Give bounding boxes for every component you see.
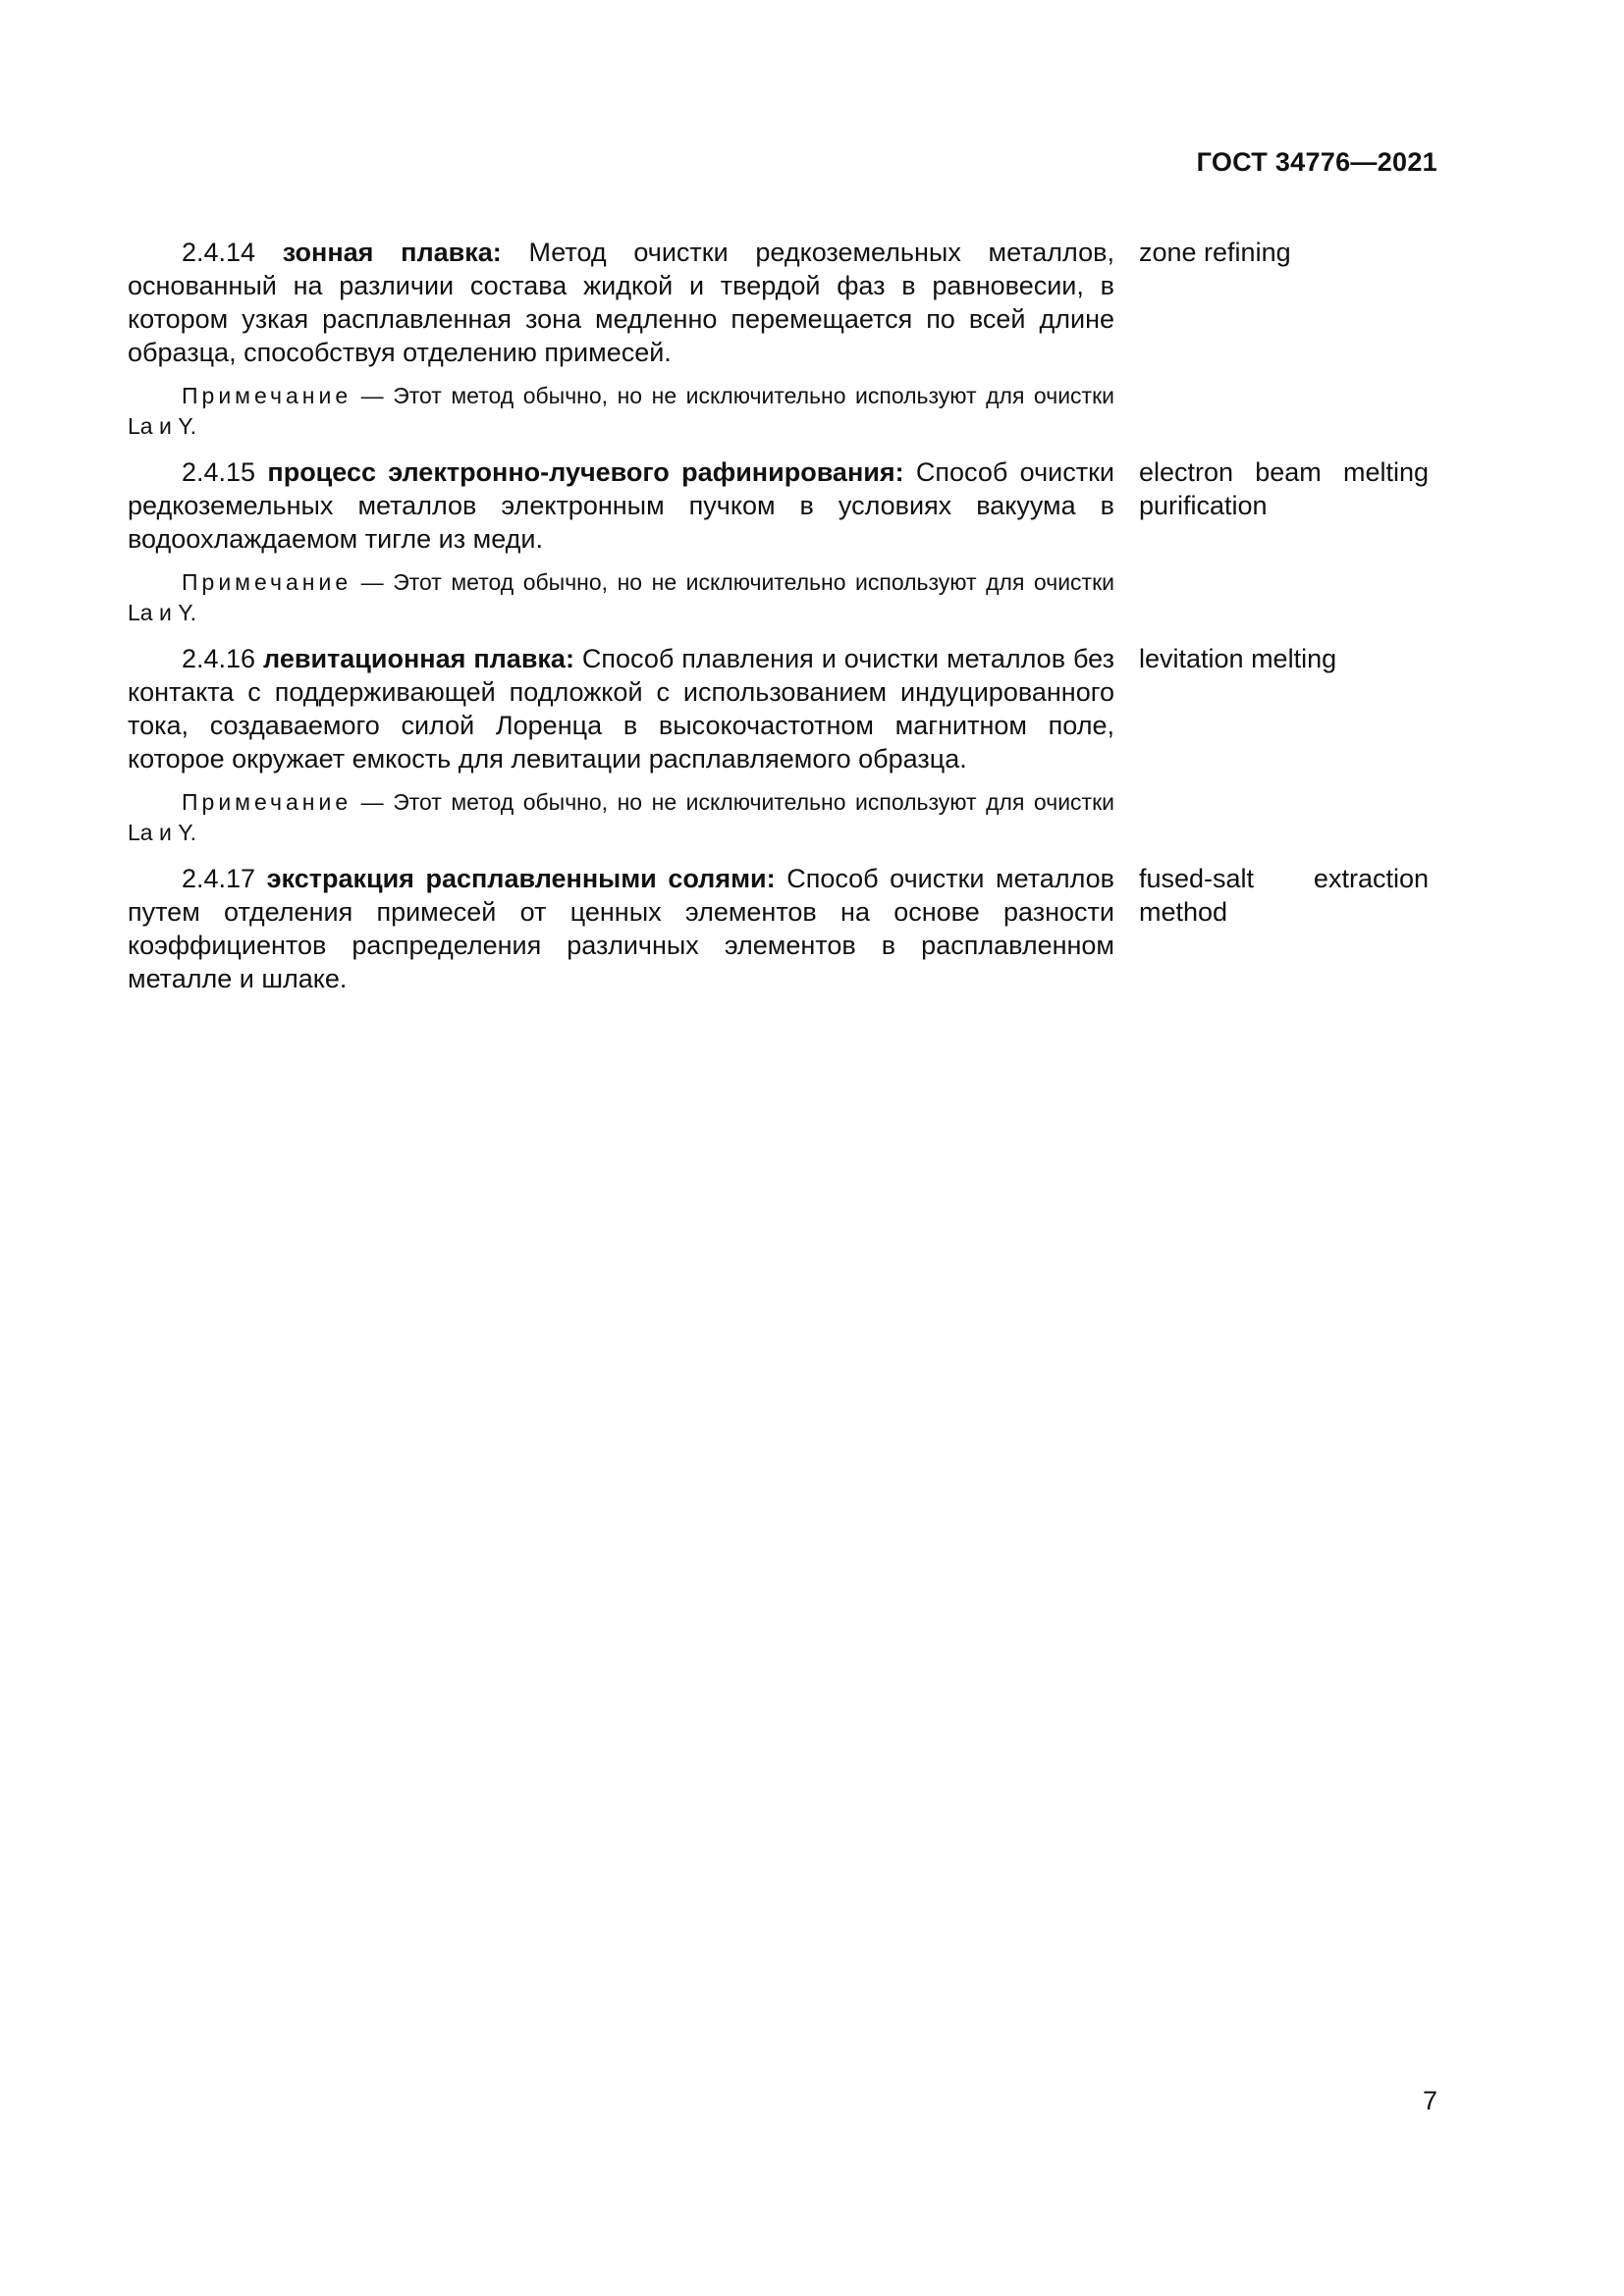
term-number: 2.4.15 <box>182 457 256 487</box>
term-name: процесс электронно-лучевого рафинирования: <box>267 457 904 487</box>
term-definition-text: Способ плавления и очистки металлов без контакта с поддерживающей подложкой с использованием индуцированного тока, создаваемого силой Лоренца в высокочастотном магнитном поле, которое окружает емкость для левитации расплавляемого образца. <box>128 644 1114 774</box>
term-definition-text: Метод очистки редкоземельных металлов, основанный на различии состава жидкой и твердой фаз в равновесии, в котором узкая расплавленная зона медленно перемещается по всей длине образца, способствуя отделению примесей. <box>128 238 1114 367</box>
term-entry-body <box>128 236 1114 442</box>
term-note <box>128 567 1114 628</box>
english-equivalent: fused-salt extraction method <box>1139 864 1429 927</box>
note-label: Примечание <box>182 789 352 815</box>
note-text: — Этот метод обычно, но не исключительно используют для очистки La и Y. <box>128 569 1114 625</box>
term-name: зонная плавка: <box>282 238 502 267</box>
term-note <box>128 381 1114 442</box>
term-entry-2-4-15 <box>128 455 1443 628</box>
english-equivalent: zone refining <box>1139 238 1291 267</box>
term-note <box>128 787 1114 848</box>
note-label: Примечание <box>182 569 352 595</box>
term-entry-body <box>128 455 1114 628</box>
term-definition <box>128 455 1114 556</box>
term-definition <box>128 862 1114 995</box>
note-label: Примечание <box>182 383 352 408</box>
term-entry-2-4-17 <box>128 862 1443 995</box>
term-definition <box>128 236 1114 369</box>
english-equivalent: electron beam melting purification <box>1139 457 1429 520</box>
page-number: 7 <box>1422 2086 1437 2115</box>
term-entry-body <box>128 642 1114 848</box>
term-name: экстракция расплавленными солями: <box>266 864 776 893</box>
note-text: — Этот метод обычно, но не исключительно используют для очистки La и Y. <box>128 789 1114 845</box>
term-number: 2.4.14 <box>182 238 256 267</box>
term-number: 2.4.17 <box>182 864 256 893</box>
term-definition-text: Способ очистки металлов путем отделения примесей от ценных элементов на основе разности коэффициентов распределения различных элементов в расплавленном металле и шлаке. <box>128 864 1114 993</box>
note-text: — Этот метод обычно, но не исключительно используют для очистки La и Y. <box>128 383 1114 439</box>
english-equivalent: levitation melting <box>1139 644 1337 673</box>
term-definition-text: Способ очистки редкоземельных металлов электронным пучком в условиях вакуума в водоохлаждаемом тигле из меди. <box>128 457 1114 554</box>
terms-list <box>128 236 1443 995</box>
term-number: 2.4.16 <box>182 644 256 673</box>
term-entry-2-4-14 <box>128 236 1443 442</box>
term-entry-body <box>128 862 1114 995</box>
term-definition <box>128 642 1114 775</box>
term-name: левитационная плавка: <box>263 644 574 673</box>
term-entry-2-4-16 <box>128 642 1443 848</box>
document-header: ГОСТ 34776—2021 <box>1196 147 1437 177</box>
